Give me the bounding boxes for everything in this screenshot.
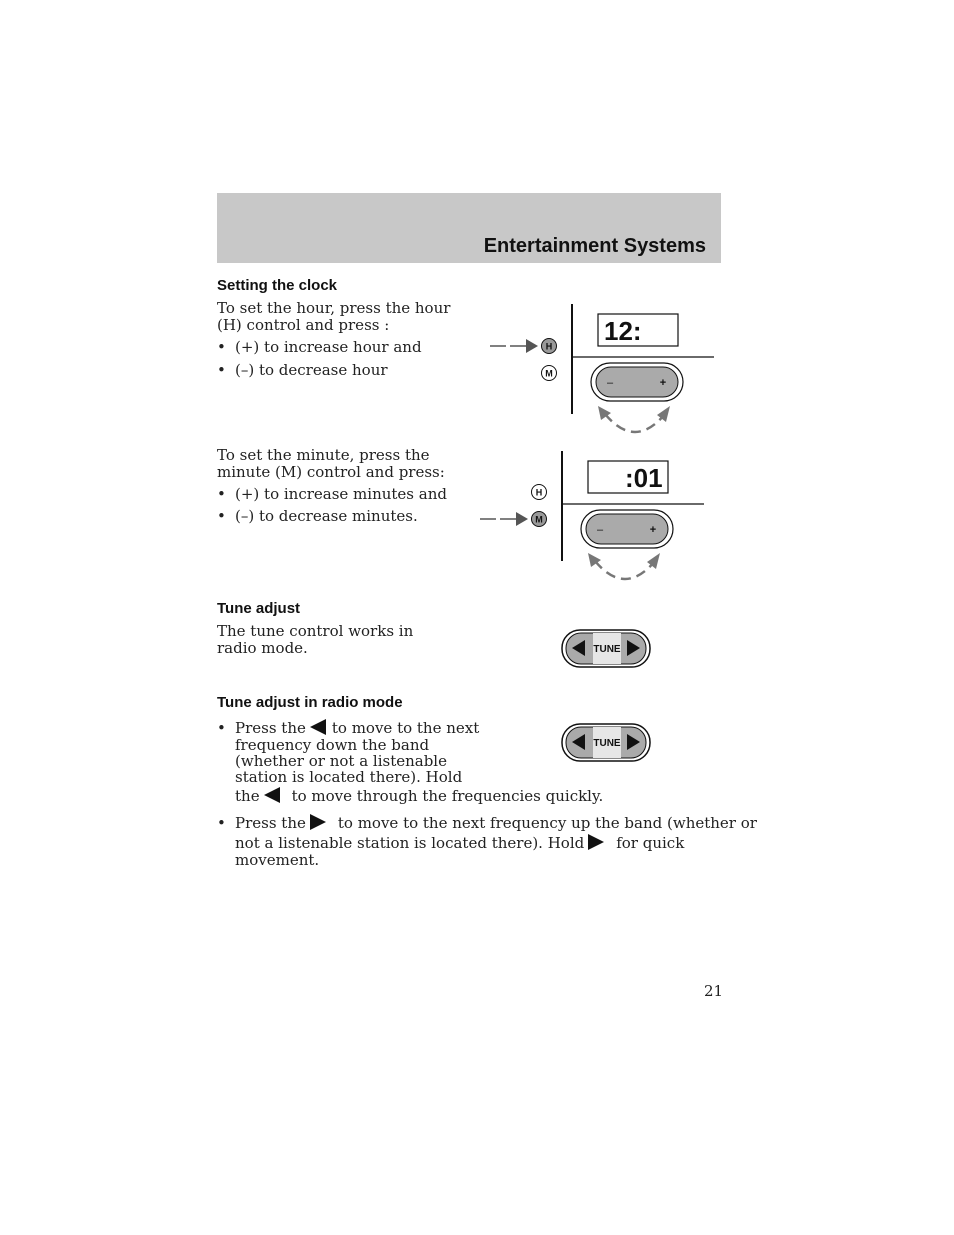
minute-intro-text: To set the minute, press the minute (M) control and press: — [217, 446, 445, 481]
section-title: Entertainment Systems — [483, 235, 706, 257]
radio-bullet-1-line-5: the to move through the frequencies quickly. — [235, 787, 604, 805]
hour-display-readout: 12: — [604, 316, 642, 346]
hour-button-m-label: M — [545, 368, 553, 379]
minute-display-readout: :01 — [625, 463, 663, 493]
tune-button-diagram — [560, 627, 654, 671]
tune-description: The tune control works in radio mode. — [217, 622, 414, 657]
radio-bullet-2-line-3: movement. — [235, 851, 320, 869]
radio-bullet-2-line-1: • Press the to move to the next frequency up the band (whether or — [217, 814, 757, 832]
minute-button-m-label: M — [535, 514, 543, 525]
seek-down-arrow-icon — [264, 787, 280, 803]
hour-setting-diagram — [480, 300, 720, 440]
radio-bullet-1-line-3: (whether or not a listenable — [235, 752, 447, 770]
radio-bullet-1-line-1: • Press the to move to the next — [217, 719, 480, 737]
minute-plus-label: + — [649, 524, 657, 536]
seek-down-arrow-icon — [310, 719, 326, 735]
hour-minus-label: – — [606, 377, 614, 389]
hour-bullet-2: • (–) to decrease hour — [217, 361, 388, 379]
section-header-band — [217, 193, 721, 263]
hour-plus-label: + — [659, 377, 667, 389]
seek-up-arrow-icon — [310, 814, 326, 830]
page-number: 21 — [704, 982, 724, 1000]
minute-bullet-2: • (–) to decrease minutes. — [217, 507, 418, 525]
minute-button-h-label: H — [535, 487, 543, 498]
tune-radio-button-label: TUNE — [593, 738, 621, 749]
heading-tune-adjust: Tune adjust — [217, 600, 301, 617]
tune-button-label: TUNE — [593, 644, 621, 655]
hour-bullet-1: • (+) to increase hour and — [217, 338, 422, 356]
minute-bullet-1: • (+) to increase minutes and — [217, 485, 447, 503]
heading-tune-adjust-radio-mode: Tune adjust in radio mode — [217, 694, 403, 711]
minute-setting-diagram — [470, 447, 710, 587]
radio-bullet-1-line-2: frequency down the band — [235, 736, 430, 754]
tune-button-radio-diagram — [560, 721, 654, 765]
heading-setting-the-clock: Setting the clock — [217, 277, 338, 294]
radio-bullet-1-line-4: station is located there). Hold — [235, 768, 463, 786]
seek-up-arrow-icon — [588, 834, 604, 850]
hour-intro-text: To set the hour, press the hour (H) control and press : — [217, 299, 451, 334]
minute-minus-label: – — [596, 524, 604, 536]
radio-bullet-2-line-2: not a listenable station is located there). Hold for quick — [235, 834, 685, 852]
hour-button-h-label: H — [545, 341, 553, 352]
